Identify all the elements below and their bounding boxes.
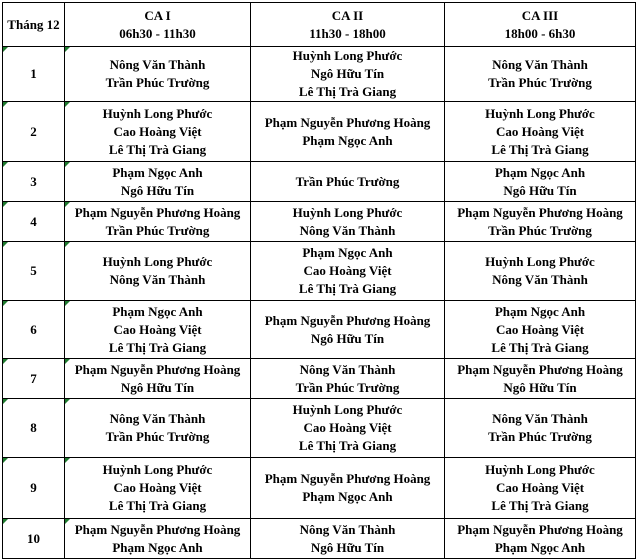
day-cell: 9 bbox=[3, 458, 65, 519]
shift-cell-3 bbox=[445, 202, 636, 242]
staff-name: Phạm Nguyễn Phương Hoàng bbox=[457, 521, 623, 537]
shift-cell-2 bbox=[251, 47, 445, 102]
day-cell: 5 bbox=[3, 242, 65, 301]
staff-name: Lê Thị Trà Giang bbox=[298, 281, 397, 296]
staff-name: Trần Phúc Trường bbox=[488, 75, 592, 90]
shift-cell-1 bbox=[65, 359, 251, 399]
staff-name: Nông Văn Thành bbox=[109, 57, 206, 72]
day-cell: 3 bbox=[3, 162, 65, 202]
staff-name: Phạm Ngọc Anh bbox=[112, 164, 203, 180]
shift-cell-2 bbox=[251, 458, 445, 519]
staff-name: Trần Phúc Trường bbox=[105, 75, 210, 90]
schedule-row bbox=[3, 242, 636, 301]
staff-name: Phạm Ngọc Anh bbox=[302, 132, 393, 148]
staff-name: Lê Thị Trà Giang bbox=[491, 339, 589, 355]
schedule-row bbox=[3, 202, 636, 242]
staff-name: Cao Hoàng Việt bbox=[495, 321, 585, 337]
staff-name: Nông Văn Thành bbox=[109, 272, 206, 287]
shift-cell-2 bbox=[251, 359, 445, 399]
shift-header-2 bbox=[251, 3, 445, 47]
shift-time: 06h30 - 11h30 bbox=[119, 25, 196, 41]
day-cell: 10 bbox=[3, 519, 65, 559]
staff-name: Lê Thị Trà Giang bbox=[108, 141, 207, 157]
staff-name: Lê Thị Trà Giang bbox=[298, 84, 397, 99]
day-cell: 4 bbox=[3, 202, 65, 242]
staff-name: Phạm Nguyễn Phương Hoàng bbox=[457, 204, 623, 220]
staff-name: Phạm Nguyễn Phương Hoàng bbox=[74, 521, 241, 537]
staff-name: Phạm Nguyễn Phương Hoàng bbox=[264, 471, 431, 486]
shift-cell-3 bbox=[445, 162, 636, 202]
staff-name: Trần Phúc Trường bbox=[295, 173, 400, 189]
staff-name: Trần Phúc Trường bbox=[105, 429, 210, 444]
schedule-row bbox=[3, 519, 636, 559]
shift-time: 11h30 - 18h00 bbox=[309, 25, 386, 41]
staff-name: Ngô Hữu Tín bbox=[120, 379, 195, 395]
staff-name: Huỳnh Long Phước bbox=[102, 254, 213, 269]
schedule-row bbox=[3, 301, 636, 359]
staff-name: Lê Thị Trà Giang bbox=[491, 141, 589, 157]
staff-name: Phạm Nguyễn Phương Hoàng bbox=[74, 361, 241, 377]
staff-name: Cao Hoàng Việt bbox=[113, 480, 202, 495]
shift-time: 18h00 - 6h30 bbox=[504, 25, 576, 41]
staff-name: Cao Hoàng Việt bbox=[303, 420, 392, 435]
shift-cell-3 bbox=[445, 359, 636, 399]
shift-cell-1 bbox=[65, 47, 251, 102]
shift-cell-3 bbox=[445, 399, 636, 458]
shift-cell-1 bbox=[65, 242, 251, 301]
staff-name: Trần Phúc Trường bbox=[295, 379, 400, 395]
shift-cell-1 bbox=[65, 519, 251, 559]
shift-cell-2 bbox=[251, 102, 445, 162]
staff-name: Phạm Nguyễn Phương Hoàng bbox=[457, 361, 623, 377]
shift-cell-1 bbox=[65, 301, 251, 359]
staff-name: Phạm Ngọc Anh bbox=[494, 303, 586, 319]
staff-name: Huỳnh Long Phước bbox=[292, 48, 403, 63]
shift-cell-1 bbox=[65, 162, 251, 202]
shift-header-1 bbox=[65, 3, 251, 47]
shift-cell-2 bbox=[251, 162, 445, 202]
staff-name: Ngô Hữu Tín bbox=[503, 182, 577, 198]
shift-cell-1 bbox=[65, 202, 251, 242]
staff-name: Lê Thị Trà Giang bbox=[491, 498, 589, 513]
shift-cell-3 bbox=[445, 242, 636, 301]
staff-name: Phạm Ngọc Anh bbox=[112, 303, 203, 319]
staff-name: Huỳnh Long Phước bbox=[102, 105, 213, 121]
staff-name: Nông Văn Thành bbox=[299, 521, 396, 537]
shift-cell-2 bbox=[251, 202, 445, 242]
schedule-row bbox=[3, 47, 636, 102]
staff-name: Ngô Hữu Tín bbox=[310, 330, 385, 346]
shift-cell-3 bbox=[445, 458, 636, 519]
staff-name: Cao Hoàng Việt bbox=[113, 123, 202, 139]
staff-name: Nông Văn Thành bbox=[492, 411, 588, 426]
shift-cell-1 bbox=[65, 458, 251, 519]
day-cell: 6 bbox=[3, 301, 65, 359]
staff-name: Cao Hoàng Việt bbox=[495, 123, 585, 139]
schedule-row bbox=[3, 399, 636, 458]
staff-name: Huỳnh Long Phước bbox=[292, 204, 403, 220]
staff-name: Phạm Nguyễn Phương Hoàng bbox=[264, 114, 431, 130]
month-header: Tháng 12 bbox=[3, 3, 65, 47]
staff-name: Trần Phúc Trường bbox=[105, 222, 210, 238]
staff-name: Lê Thị Trà Giang bbox=[108, 498, 207, 513]
shift-cell-1 bbox=[65, 399, 251, 458]
staff-name: Phạm Ngọc Anh bbox=[302, 245, 393, 260]
staff-name: Cao Hoàng Việt bbox=[303, 263, 392, 278]
shift-cell-2 bbox=[251, 242, 445, 301]
staff-name: Huỳnh Long Phước bbox=[292, 402, 403, 417]
staff-name: Cao Hoàng Việt bbox=[113, 321, 202, 337]
staff-name: Ngô Hữu Tín bbox=[310, 539, 385, 555]
staff-name: Nông Văn Thành bbox=[299, 222, 396, 238]
staff-name: Nông Văn Thành bbox=[492, 57, 588, 72]
shift-name: CA II bbox=[331, 7, 364, 23]
staff-name: Huỳnh Long Phước bbox=[485, 254, 595, 269]
staff-name: Ngô Hữu Tín bbox=[503, 379, 577, 395]
staff-name: Huỳnh Long Phước bbox=[485, 462, 595, 477]
staff-name: Cao Hoàng Việt bbox=[495, 480, 585, 495]
schedule-body bbox=[3, 47, 636, 559]
staff-name: Trần Phúc Trường bbox=[488, 222, 592, 238]
staff-name: Phạm Ngọc Anh bbox=[494, 539, 586, 555]
staff-name: Nông Văn Thành bbox=[299, 361, 396, 377]
schedule-row bbox=[3, 359, 636, 399]
shift-cell-2 bbox=[251, 399, 445, 458]
schedule-row bbox=[3, 458, 636, 519]
staff-name: Phạm Ngọc Anh bbox=[494, 164, 586, 180]
header-row bbox=[3, 3, 636, 47]
staff-name: Phạm Nguyễn Phương Hoàng bbox=[74, 204, 241, 220]
staff-name: Phạm Ngọc Anh bbox=[112, 539, 203, 555]
shift-header-3 bbox=[445, 3, 636, 47]
staff-name: Nông Văn Thành bbox=[492, 272, 588, 287]
staff-name: Ngô Hữu Tín bbox=[120, 182, 195, 198]
staff-name: Lê Thị Trà Giang bbox=[108, 339, 207, 355]
shift-cell-3 bbox=[445, 519, 636, 559]
staff-name: Phạm Ngọc Anh bbox=[302, 489, 393, 504]
shift-name: CA I bbox=[144, 7, 171, 23]
staff-name: Ngô Hữu Tín bbox=[310, 66, 385, 81]
staff-name: Huỳnh Long Phước bbox=[485, 105, 595, 121]
day-cell: 8 bbox=[3, 399, 65, 458]
staff-name: Trần Phúc Trường bbox=[488, 429, 592, 444]
shift-cell-1 bbox=[65, 102, 251, 162]
day-cell: 7 bbox=[3, 359, 65, 399]
staff-name: Lê Thị Trà Giang bbox=[298, 438, 397, 453]
staff-name: Phạm Nguyễn Phương Hoàng bbox=[264, 312, 431, 328]
shift-name: CA III bbox=[521, 7, 559, 23]
shift-schedule-table bbox=[2, 2, 636, 559]
shift-cell-3 bbox=[445, 47, 636, 102]
shift-cell-2 bbox=[251, 519, 445, 559]
staff-name: Huỳnh Long Phước bbox=[102, 462, 213, 477]
schedule-row bbox=[3, 162, 636, 202]
day-cell: 2 bbox=[3, 102, 65, 162]
shift-cell-2 bbox=[251, 301, 445, 359]
shift-cell-3 bbox=[445, 301, 636, 359]
staff-name: Nông Văn Thành bbox=[109, 411, 206, 426]
schedule-row bbox=[3, 102, 636, 162]
shift-cell-3 bbox=[445, 102, 636, 162]
day-cell: 1 bbox=[3, 47, 65, 102]
